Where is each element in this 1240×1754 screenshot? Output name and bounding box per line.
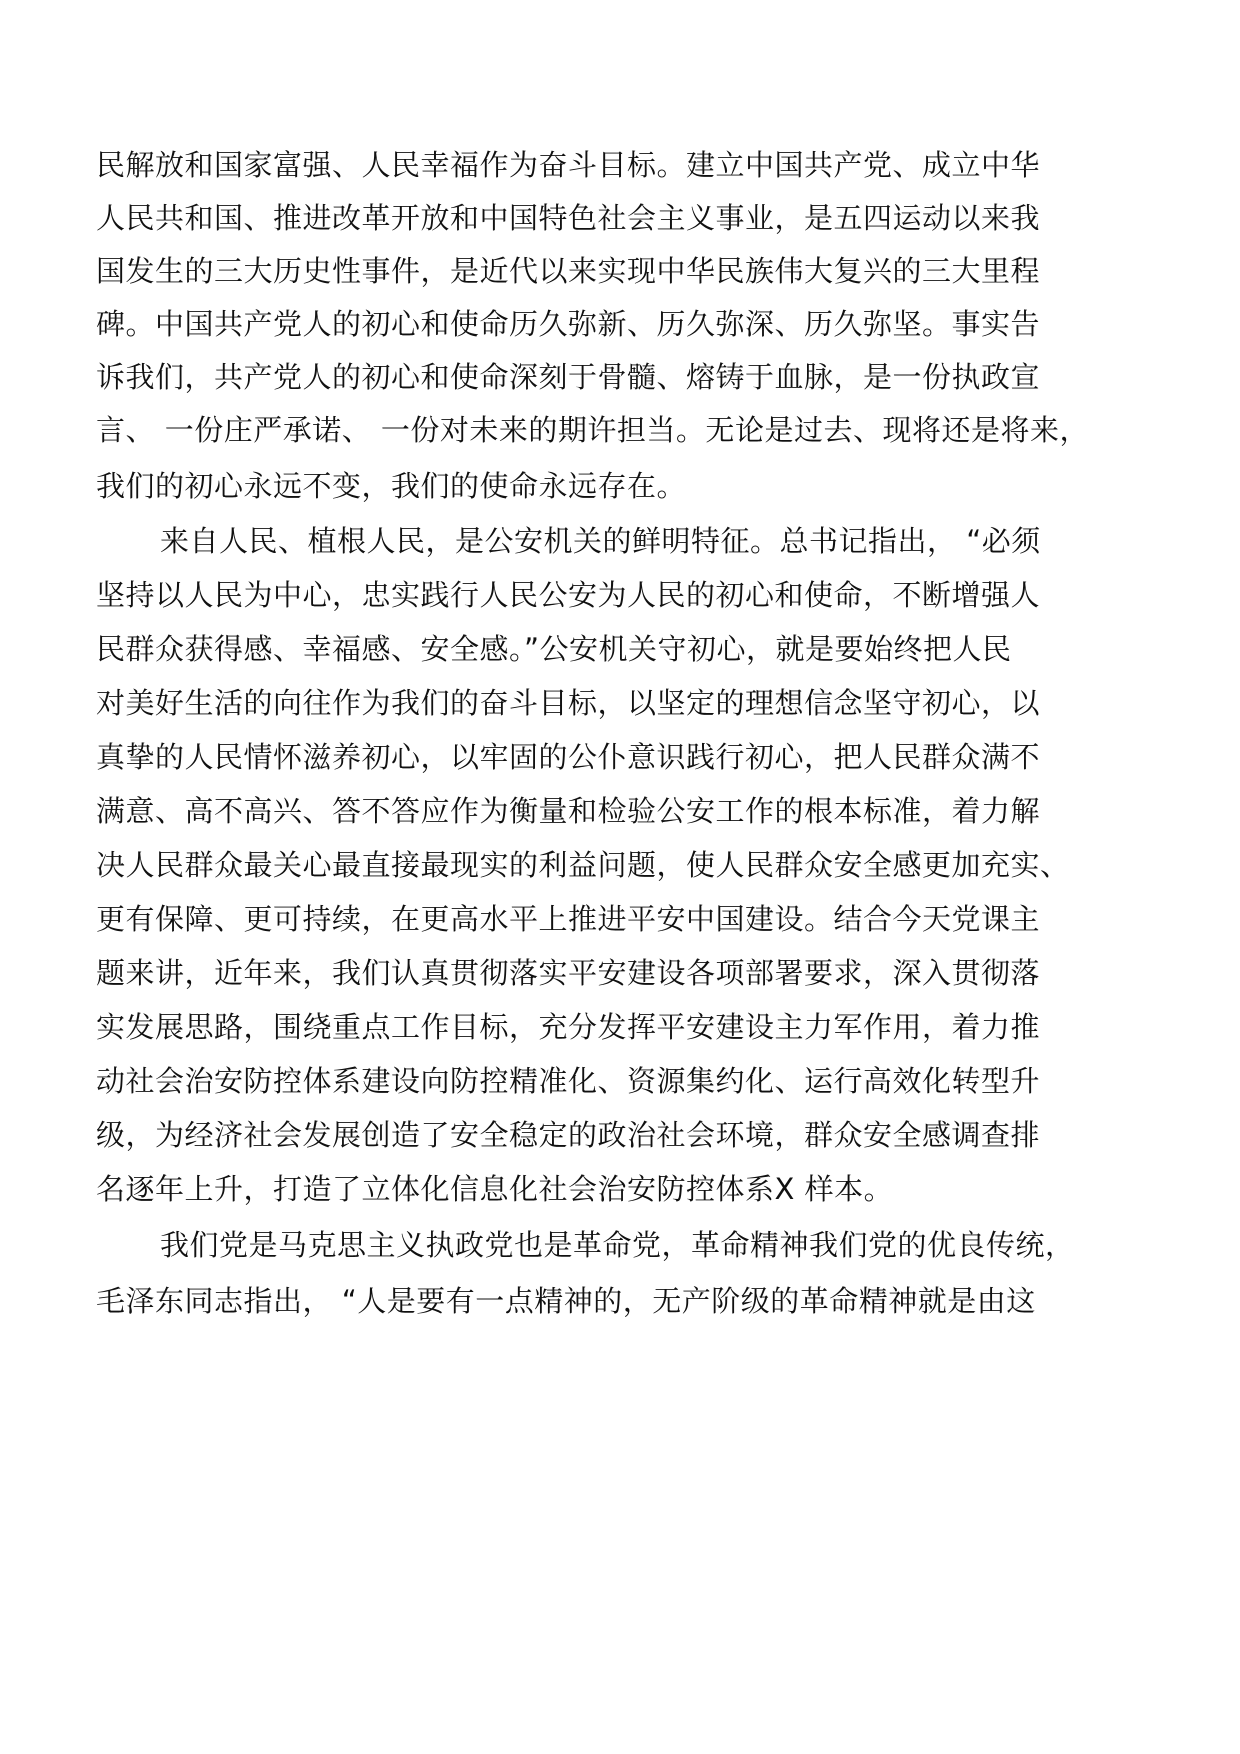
text-line: 决人民群众最关心最直接最现实的利益问题，使人民群众安全感更加充实、 [96, 848, 1070, 882]
text-line: 满意、高不高兴、答不答应作为衡量和检验公安工作的根本标准，着力解 [96, 794, 1041, 828]
paragraph-first-line: 来自人民、植根人民，是公安机关的鲜明特征。总书记指出， “必须 [160, 524, 1041, 558]
text-line: 人民共和国、推进改革开放和中国特色社会主义事业，是五四运动以来我 [96, 201, 1041, 235]
text-line: 动社会治安防控体系建设向防控精准化、资源集约化、运行高效化转型升 [96, 1064, 1041, 1098]
text-line: 对美好生活的向往作为我们的奋斗目标，以坚定的理想信念坚守初心，以 [96, 686, 1041, 720]
text-line: 实发展思路，围绕重点工作目标，充分发挥平安建设主力军作用，着力推 [96, 1010, 1041, 1044]
text-line: 言、 一份庄严承诺、 一份对未来的期许担当。无论是过去、现将还是将来， [96, 413, 1089, 447]
text-line: 诉我们，共产党人的初心和使命深刻于骨髓、熔铸于血脉，是一份执政宣 [96, 360, 1041, 394]
text-line: 名逐年上升，打造了立体化信息化社会治安防控体系X 样本。 [96, 1172, 894, 1206]
text-line: 级，为经济社会发展创造了安全稳定的政治社会环境，群众安全感调查排 [96, 1118, 1041, 1152]
paragraph-first-line: 我们党是马克思主义执政党也是革命党，革命精神我们党的优良传统， [160, 1228, 1075, 1262]
text-line: 更有保障、更可持续，在更高水平上推进平安中国建设。结合今天党课主 [96, 902, 1041, 936]
text-line: 题来讲，近年来，我们认真贯彻落实平安建设各项部署要求，深入贯彻落 [96, 956, 1041, 990]
text-line: 民群众获得感、幸福感、安全感。”公安机关守初心，就是要始终把人民 [96, 632, 1012, 666]
text-line: 坚持以人民为中心，忠实践行人民公安为人民的初心和使命，不断增强人 [96, 578, 1041, 612]
text-line: 碑。中国共产党人的初心和使命历久弥新、历久弥深、历久弥坚。事实告 [96, 307, 1041, 341]
text-line: 民解放和国家富强、人民幸福作为奋斗目标。建立中国共产党、成立中华 [96, 148, 1041, 182]
text-line: 真挚的人民情怀滋养初心，以牢固的公仆意识践行初心，把人民群众满不 [96, 740, 1041, 774]
text-line: 我们的初心永远不变，我们的使命永远存在。 [96, 469, 687, 503]
text-line: 国发生的三大历史性事件，是近代以来实现中华民族伟大复兴的三大里程 [96, 254, 1041, 288]
text-line: 毛泽东同志指出， “人是要有一点精神的，无产阶级的革命精神就是由这 [96, 1284, 1036, 1318]
